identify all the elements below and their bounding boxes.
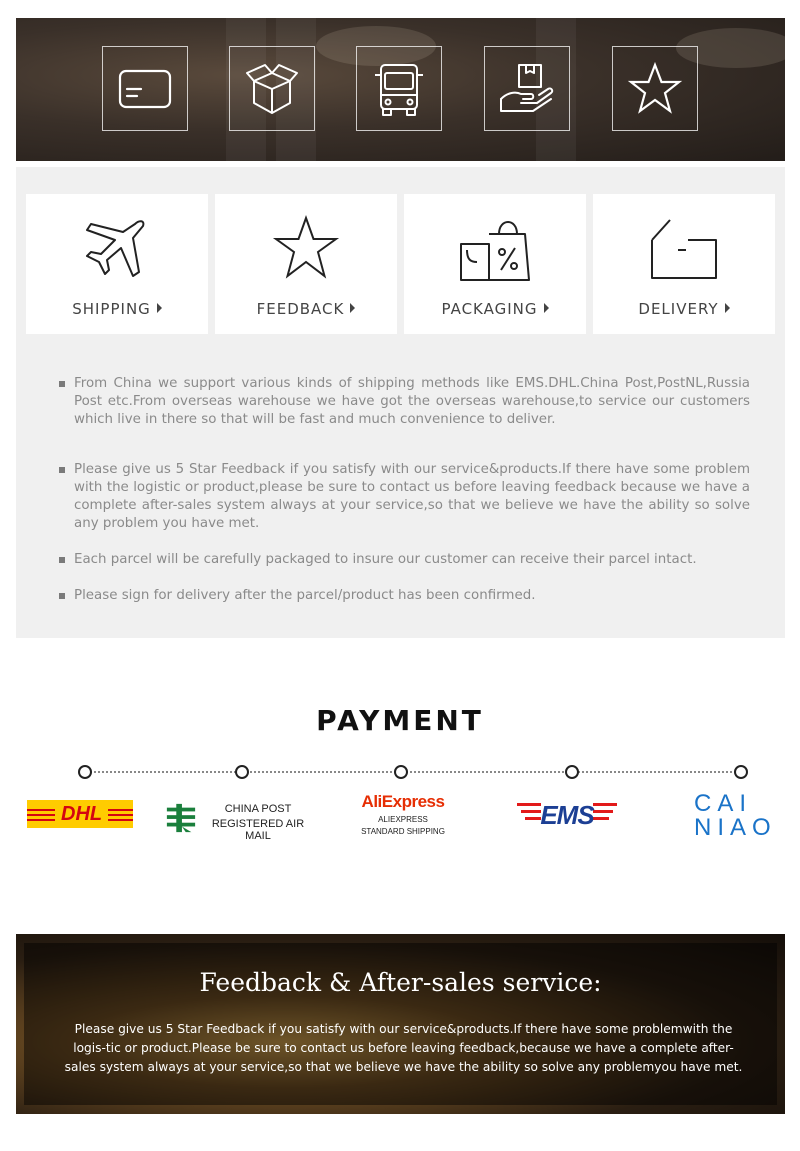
top-banner (16, 18, 785, 161)
star-icon (612, 46, 698, 131)
aliexpress-logo-text: AliExpress (361, 792, 445, 811)
china-post-logo (165, 800, 315, 842)
arrow-right-icon (544, 303, 549, 313)
dhl-logo (27, 800, 133, 828)
feedback-card[interactable] (215, 194, 397, 334)
timeline-node (235, 765, 249, 779)
bullet-icon (59, 557, 65, 563)
bullet-icon (59, 593, 65, 599)
truck-icon (356, 46, 442, 131)
feedback-label: FEEDBACK (215, 300, 397, 318)
cainiao-logo (694, 790, 780, 842)
bullet-icon (59, 467, 65, 473)
china-post-icon (165, 802, 197, 834)
arrow-right-icon (725, 303, 730, 313)
arrow-right-icon (157, 303, 162, 313)
ems-logo-text: EMS (540, 800, 594, 830)
list-item: Each parcel will be carefully packaged to insure our customer can receive their parcel intact. (74, 551, 697, 569)
packaging-label: PACKAGING (404, 300, 586, 318)
china-post-subtext: REGISTERED AIR MAIL (211, 818, 305, 842)
box-icon (644, 214, 724, 284)
feedback-banner-title: Feedback & After-sales service: (199, 968, 602, 997)
cainiao-logo-text: CAI (694, 790, 753, 817)
aliexpress-subtext-2: STANDARD SHIPPING (361, 827, 445, 836)
arrow-right-icon (350, 303, 355, 313)
dhl-logo-text: DHL (55, 802, 108, 826)
list-item: Please give us 5 Star Feedback if you satisfy with our service&products.If there have some problem with the logistic or product,please be sure to contact us before leaving feedback because we have a complete after-sales system always at your service,so that we believe we have the ability so solve any problem you have met. (74, 461, 750, 533)
aliexpress-logo (358, 792, 448, 840)
open-box-icon (229, 46, 315, 131)
hand-package-icon (484, 46, 570, 131)
list-item: From China we support various kinds of shipping methods like EMS.DHL.China Post,PostNL,Russia Post etc.From overseas warehouse we have got the overseas warehouse,to service our customers which live in there so that will be fast and much convenience to deliver. (74, 375, 750, 429)
timeline-node (734, 765, 748, 779)
feedback-banner-text: Please give us 5 Star Feedback if you satisfy with our service&products.If there have some problemwith the logis-tic or product.Please be sure to contact us before leaving feedback,because we have a complete after-sales system always at your service,so that we believe we have the ability so solve any problemyou have met. (64, 1022, 743, 1074)
services-panel (16, 167, 785, 638)
shopping-bags-icon (455, 214, 535, 284)
credit-card-icon (102, 46, 188, 131)
payment-title: PAYMENT (316, 704, 484, 737)
cainiao-logo-text-2: NIAO (694, 814, 777, 841)
bullet-icon (59, 381, 65, 387)
list-item: Please sign for delivery after the parcel/product has been confirmed. (74, 587, 535, 605)
timeline-node (394, 765, 408, 779)
packaging-card[interactable] (404, 194, 586, 334)
shipping-card[interactable] (26, 194, 208, 334)
timeline-node (565, 765, 579, 779)
feedback-banner (16, 934, 785, 1114)
payment-timeline (78, 764, 748, 780)
shipping-label: SHIPPING (26, 300, 208, 318)
ems-logo (517, 800, 619, 834)
timeline-node (78, 765, 92, 779)
delivery-card[interactable] (593, 194, 775, 334)
delivery-label: DELIVERY (593, 300, 775, 318)
aliexpress-subtext: ALIEXPRESS (378, 815, 428, 824)
timeline-line (86, 771, 740, 773)
china-post-text: CHINA POST (224, 803, 292, 815)
airplane-icon (77, 214, 157, 284)
star-icon (266, 214, 346, 284)
